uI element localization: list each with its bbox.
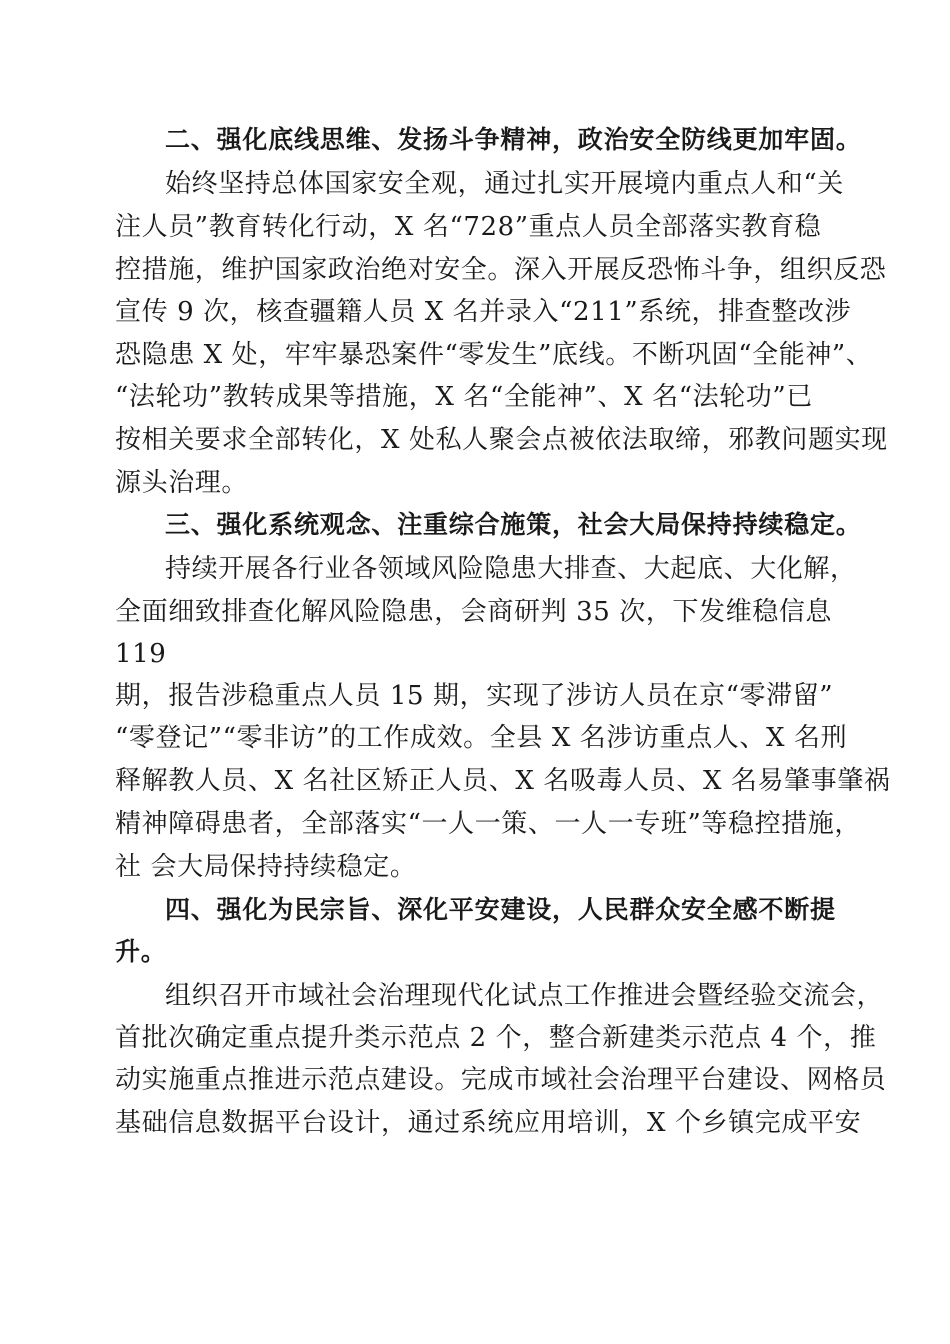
paragraph-line: 恐隐患 X 处，牢牢暴恐案件“零发生”底线。不断巩固“全能神”、 bbox=[115, 340, 873, 370]
paragraph-line: 源头治理。 bbox=[115, 468, 249, 498]
section-4-heading-continued: 升。 bbox=[115, 937, 167, 966]
section-2-heading: 二、强化底线思维、发扬斗争精神，政治安全防线更加牢固。 bbox=[165, 125, 862, 154]
paragraph-line: 始终坚持总体国家安全观，通过扎实开展境内重点人和“关 bbox=[165, 169, 844, 199]
paragraph-line: 精神障碍患者，全部落实“一人一策、一人一专班”等稳控措施， bbox=[115, 809, 861, 839]
paragraph-line: 119 bbox=[115, 639, 167, 669]
paragraph-line: “零登记”“零非访”的工作成效。全县 X 名涉访重点人、X 名刑 bbox=[115, 723, 848, 753]
section-3-heading: 三、强化系统观念、注重综合施策，社会大局保持持续稳定。 bbox=[165, 510, 862, 539]
paragraph-line: “法轮功”教转成果等措施，X 名“全能神”、X 名“法轮功”已 bbox=[115, 382, 813, 412]
paragraph-line: 动实施重点推进示范点建设。完成市域社会治理平台建设、网格员 bbox=[115, 1065, 887, 1095]
paragraph-line: 社 会大局保持持续稳定。 bbox=[115, 852, 417, 882]
paragraph-line: 首批次确定重点提升类示范点 2 个，整合新建类示范点 4 个，推 bbox=[115, 1023, 877, 1053]
paragraph-line: 期，报告涉稳重点人员 15 期，实现了涉访人员在京“零滞留” bbox=[115, 681, 834, 711]
paragraph-line: 全面细致排查化解风险隐患，会商研判 35 次，下发维稳信息 bbox=[115, 597, 833, 627]
paragraph-line: 控措施，维护国家政治绝对安全。深入开展反恐怖斗争，组织反恐 bbox=[115, 255, 887, 285]
paragraph-line: 组织召开市域社会治理现代化试点工作推进会暨经验交流会， bbox=[165, 981, 884, 1011]
section-4-heading: 四、强化为民宗旨、深化平安建设，人民群众安全感不断提 bbox=[165, 895, 836, 924]
paragraph-line: 按相关要求全部转化，X 处私人聚会点被依法取缔，邪教问题实现 bbox=[115, 425, 888, 455]
paragraph-line: 宣传 9 次，核查疆籍人员 X 名并录入“211”系统，排查整改涉 bbox=[115, 297, 852, 327]
paragraph-line: 注人员”教育转化行动，X 名“728”重点人员全部落实教育稳 bbox=[115, 212, 822, 242]
paragraph-line: 释解教人员、X 名社区矫正人员、X 名吸毒人员、X 名易肇事肇祸 bbox=[115, 766, 891, 796]
paragraph-line: 基础信息数据平台设计，通过系统应用培训，X 个乡镇完成平安 bbox=[115, 1108, 862, 1138]
paragraph-line: 持续开展各行业各领域风险隐患大排查、大起底、大化解， bbox=[165, 554, 857, 584]
